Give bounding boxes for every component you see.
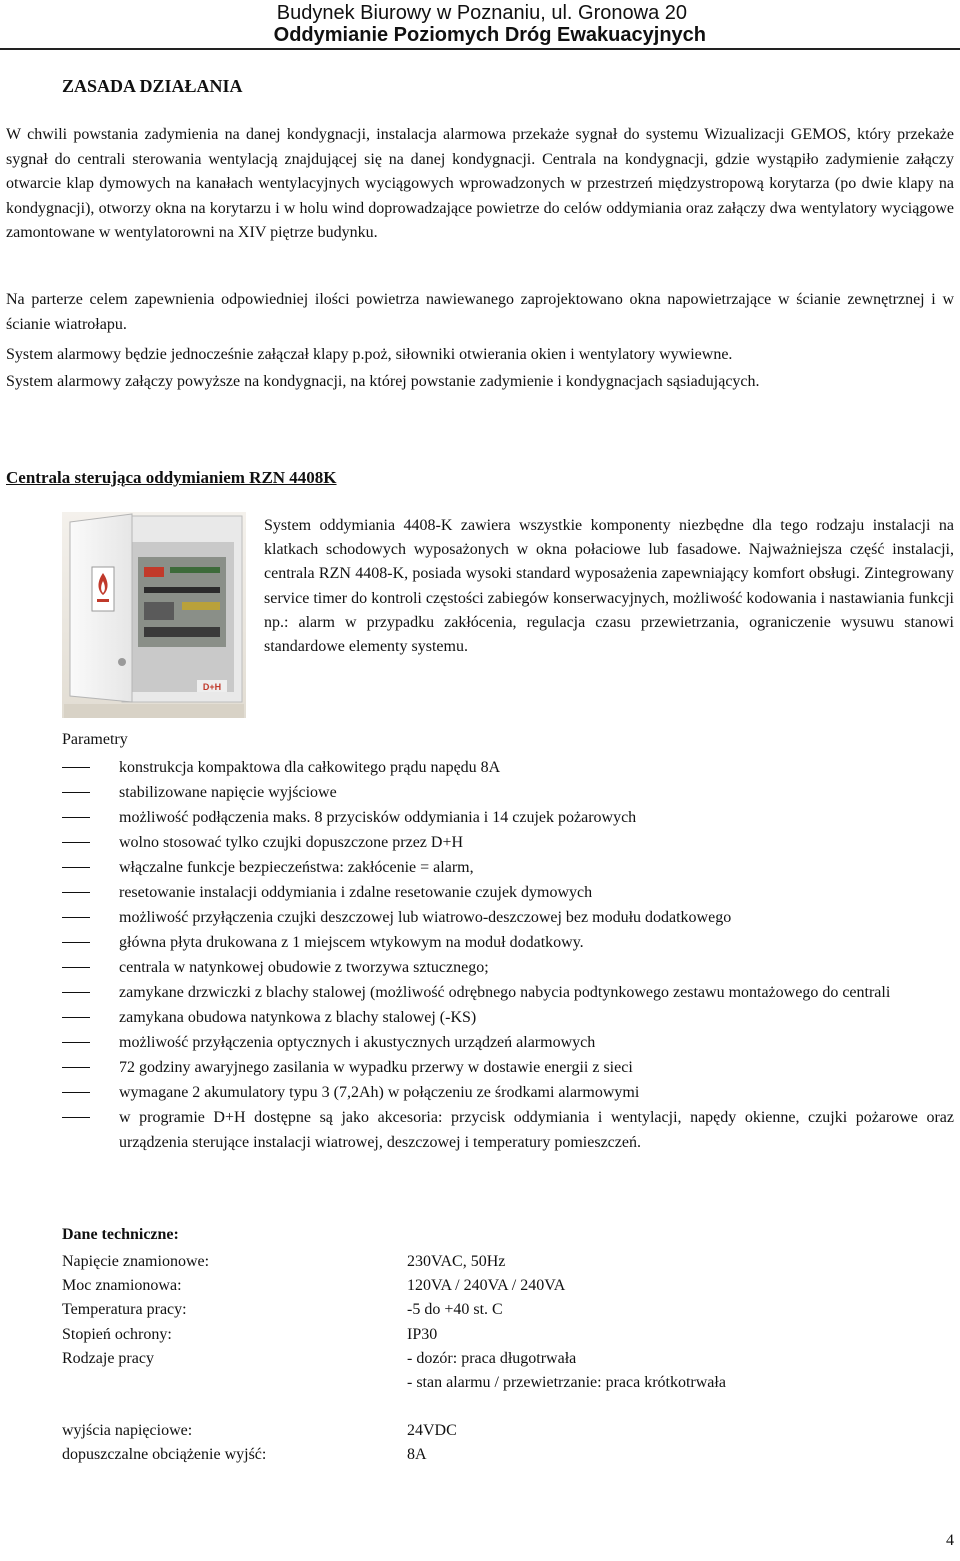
- spec-key: Napięcie znamionowe:: [62, 1253, 210, 1270]
- list-item: [62, 1030, 954, 1055]
- list-item: [62, 905, 954, 930]
- spacer: [62, 1395, 726, 1419]
- list-item-text: możliwość przyłączenia optycznych i akustycznych urządzeń alarmowych: [119, 1034, 596, 1051]
- list-item-text: stabilizowane napięcie wyjściowe: [119, 784, 337, 801]
- spec-key: Rodzaje pracy: [62, 1349, 154, 1367]
- control-panel-photo: [62, 512, 246, 718]
- header-topic: Oddymianie Poziomych Dróg Ewakuacyjnych: [273, 24, 706, 46]
- parametry-label: Parametry: [62, 731, 128, 748]
- page-number: 4: [946, 1532, 954, 1549]
- list-item: [62, 955, 954, 980]
- list-item-text: wymagane 2 akumulatory typu 3 (7,2Ah) w połączeniu ze środkami alarmowymi: [119, 1084, 640, 1101]
- spec-value: 120VA / 240VA / 240VA: [407, 1277, 566, 1295]
- paragraph-zasada-2: [6, 288, 954, 337]
- paragraph-text: System alarmowy załączy powyższe na kondygnacji, na której powstanie zadymienie i kondygnacjach sąsiadujących.: [6, 373, 760, 390]
- spec-key: dopuszczalne obciążenie wyjść:: [62, 1446, 267, 1464]
- brand-label: D+H: [202, 682, 222, 692]
- list-item: [62, 780, 954, 805]
- list-item-text: resetowanie instalacji oddymiania i zdalne resetowanie czujek dymowych: [119, 884, 593, 901]
- section-title-zasada: ZASADA DZIAŁANIA: [62, 76, 243, 96]
- paragraph-zasada-3: [6, 343, 954, 368]
- flame-icon: [92, 567, 114, 611]
- list-item-text: wolno stosować tylko czujki dopuszczone przez D+H: [119, 834, 464, 851]
- section-title-centrala: Centrala sterująca oddymianiem RZN 4408K: [6, 468, 337, 487]
- list-item: [62, 880, 954, 905]
- spec-key: Moc znamionowa:: [62, 1277, 182, 1295]
- list-item-text: zamykane drzwiczki z blachy stalowej (możliwość odrębnego nabycia podtynkowego zestawu montażowego do centrali: [119, 984, 891, 1001]
- list-item-text: centrala w natynkowej obudowie z tworzywa sztucznego;: [119, 959, 489, 976]
- list-item-text: główna płyta drukowana z 1 miejscem wtykowym na moduł dodatkowy.: [119, 934, 584, 951]
- table-row: [62, 1274, 726, 1298]
- spec-key: wyjścia napięciowe:: [62, 1422, 193, 1440]
- list-item-text: zamykana obudowa natynkowa z blachy stalowej (-KS): [119, 1009, 477, 1026]
- paragraph-zasada-4: [6, 370, 954, 395]
- table-row: [62, 1298, 726, 1322]
- parametry-list: [62, 755, 954, 1155]
- list-item-text: 72 godziny awaryjnego zasilania w wypadku przerwy w dostawie energii z sieci: [119, 1059, 633, 1076]
- spec-key: Stopień ochrony:: [62, 1325, 172, 1343]
- table-row: [62, 1347, 726, 1371]
- table-row: [62, 1419, 726, 1443]
- spec-value: - stan alarmu / przewietrzanie: praca krótkotrwała: [407, 1374, 726, 1392]
- list-item: [62, 805, 954, 830]
- paragraph-text: Na parterze celem zapewnienia odpowiedniej ilości powietrza nawiewanego zaprojektowano okna napowietrzające w ścianie zewnętrznej i w ścianie wiatrołapu.: [6, 291, 954, 333]
- dane-techniczne-table: [62, 1250, 726, 1468]
- spec-key: Temperatura pracy:: [62, 1301, 187, 1319]
- spec-value: 230VAC, 50Hz: [407, 1253, 506, 1270]
- spec-value: - dozór: praca długotrwała: [407, 1349, 577, 1367]
- spec-value: IP30: [407, 1325, 438, 1343]
- list-item-text: możliwość przyłączenia czujki deszczowej lub wiatrowo-deszczowej bez modułu dodatkowego: [119, 909, 732, 926]
- list-item-text: konstrukcja kompaktowa dla całkowitego prądu napędu 8A: [119, 759, 501, 776]
- spec-value: -5 do +40 st. C: [407, 1301, 503, 1319]
- list-item: [62, 1105, 954, 1155]
- table-row: [62, 1443, 726, 1467]
- header-building: Budynek Biurowy w Poznaniu, ul. Gronowa 20: [276, 2, 687, 24]
- list-item: [62, 1080, 954, 1105]
- list-item: [62, 830, 954, 855]
- dane-techniczne-title: Dane techniczne:: [62, 1226, 179, 1243]
- centrala-description: System oddymiania 4408-K zawiera wszystkie komponenty niezbędne dla tego rodzaju instalacji na klatkach schodowych wyposażonych w okna połaciowe lub fasadowe. Najważniejsza część instalacji, centrala RZN 4408-K, posiada wysoki standard wyposażenia zapewniający komfort obsługi. Zintegrowany service timer do kontroli częstości zabiegów konserwacyjnych, możliwość kodowania i nastawiania funkcji np.: alarm w przypadku zakłócenia, regulacja czasu przewietrzania, ograniczenie wysuwu stanowi standardowe elementy systemu.: [264, 517, 954, 656]
- paragraph-text: W chwili powstania zadymienia na danej kondygnacji, instalacja alarmowa przekaże sygnał do systemu Wizualizacji GEMOS, który przekaże sygnał do centrali sterowania wentylacją znajdującej się na danej kondygnacji. Centrala na kondygnacji, gdzie wystąpiło zadymienie załączy otwarcie klap dymowych na kanałach wentylacyjnych wyciągowych wprowadzonych w przestrzeń międzystropową korytarza (po dwie klapy na kondygnacji), otworzy okna na korytarzu i w holu wind doprowadzające powietrze do celów oddymiania oraz załączy dwa wentylatory wyciągowe zamontowane w wentylatorowni na XIV piętrze budynku.: [6, 126, 954, 241]
- list-item: [62, 855, 954, 880]
- paragraph-text: System alarmowy będzie jednocześnie załączał klapy p.poż, siłowniki otwierania okien i wentylatory wywiewne.: [6, 346, 733, 363]
- spec-key: [62, 1371, 407, 1395]
- page-header: [0, 0, 960, 50]
- spec-value: 8A: [407, 1446, 427, 1464]
- list-item: [62, 930, 954, 955]
- table-row: [62, 1323, 726, 1347]
- table-row: [62, 1250, 726, 1274]
- spec-value: 24VDC: [407, 1422, 457, 1440]
- list-item-text: możliwość podłączenia maks. 8 przycisków oddymiania i 14 czujek pożarowych: [119, 809, 637, 826]
- list-item-text: włączalne funkcje bezpieczeństwa: zakłócenie = alarm,: [119, 859, 474, 876]
- list-item: [62, 755, 954, 780]
- list-item-text: w programie D+H dostępne są jako akcesoria: przycisk oddymiania i wentylacji, napędy okienne, czujki pożarowe oraz urządzenia sterujące instalacji wiatrowej, deszczowej i temperatury pomieszczeń.: [119, 1109, 954, 1151]
- table-row: [62, 1371, 726, 1395]
- list-item: [62, 1055, 954, 1080]
- paragraph-zasada-1: [6, 123, 954, 246]
- list-item: [62, 980, 954, 1005]
- list-item: [62, 1005, 954, 1030]
